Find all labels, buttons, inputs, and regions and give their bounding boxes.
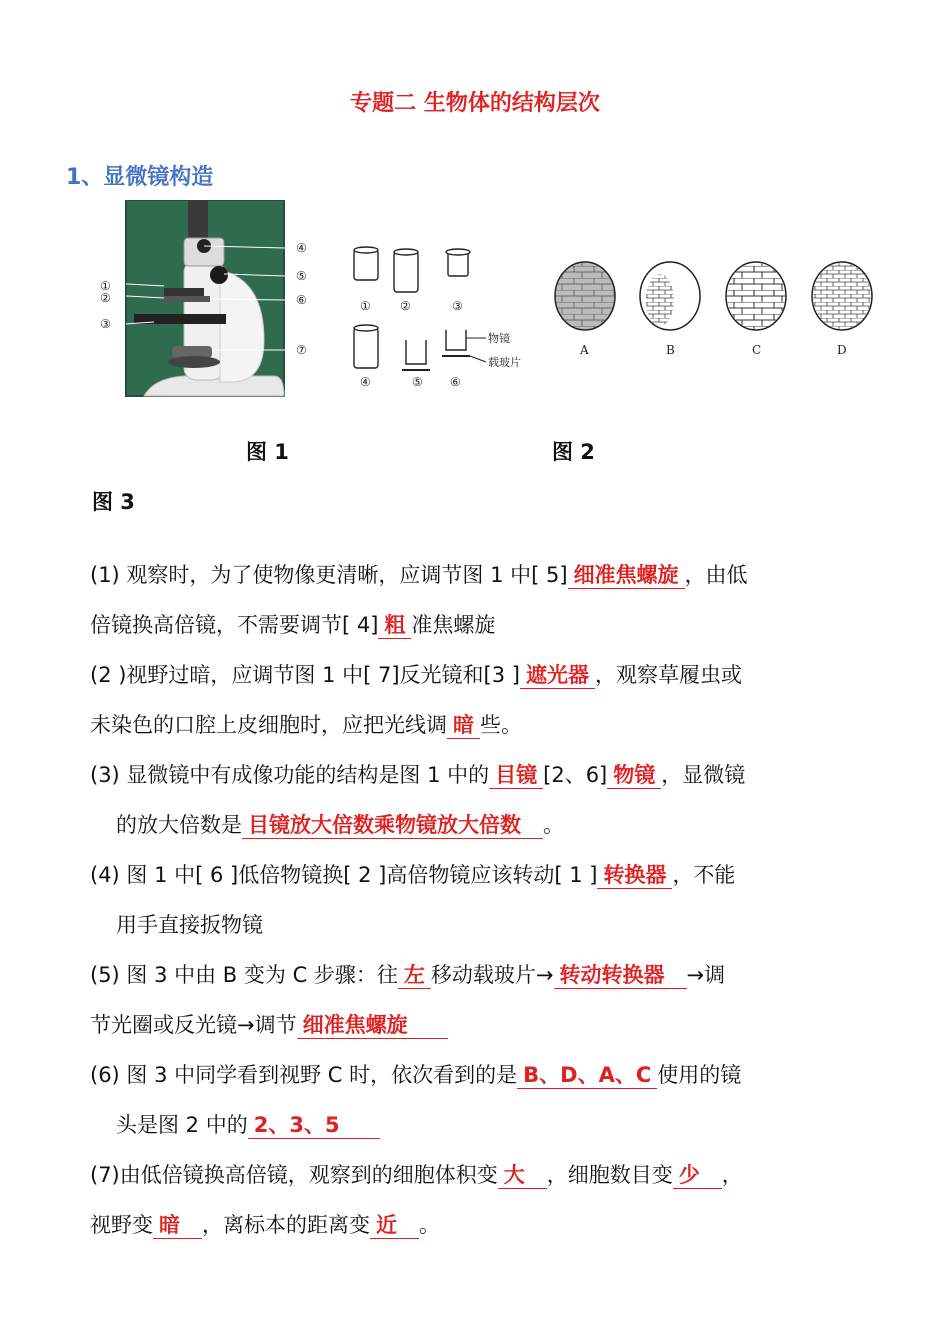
fig1-label-4: ④ xyxy=(296,241,307,255)
fig2-text-objective: 物镜 xyxy=(488,332,510,345)
answer: 转换器 xyxy=(597,863,672,889)
answer: 细准焦螺旋 xyxy=(297,1013,448,1039)
answer: 粗 xyxy=(378,613,411,639)
section-heading: 1、显微镜构造 xyxy=(66,165,214,190)
fig2-label-3: ③ xyxy=(452,299,463,313)
answer: B、D、A、C xyxy=(517,1063,657,1089)
answer: 近 xyxy=(370,1213,419,1239)
answer: 细准焦螺旋 xyxy=(568,563,685,589)
fig3-label-c: C xyxy=(752,343,762,357)
fig3-label-a: A xyxy=(580,343,589,357)
question-1: (1) 观察时，为了使物像更清晰，应调节图 1 中[ 5] 细准焦螺旋 ，由低 倍镜换高倍镜，不需要调节[ 4] 粗 准焦螺旋 xyxy=(90,563,748,637)
fields-of-view-figure xyxy=(548,254,878,364)
answer: 转动转换器 xyxy=(554,963,687,989)
fig1-label-6: ⑥ xyxy=(296,293,307,307)
fig1-label-2: ② xyxy=(100,291,111,305)
fig1-label-3: ③ xyxy=(100,317,111,331)
page-title: 专题二 生物体的结构层次 xyxy=(350,91,600,116)
fig2-label-5: ⑤ xyxy=(412,375,423,389)
answer: 左 xyxy=(398,963,431,989)
fig2-caption: 图 2 xyxy=(552,440,595,464)
question-6: (6) 图 3 中同学看到视野 C 时，依次看到的是 B、D、A、C 使用的镜 头是图 2 中的 2、3、5 xyxy=(90,1063,742,1137)
fig2-label-2: ② xyxy=(400,299,411,313)
fig1-label-7: ⑦ xyxy=(296,343,307,357)
lenses-figure xyxy=(346,240,536,400)
fig2-label-4: ④ xyxy=(360,375,371,389)
fig3-label-d: D xyxy=(837,343,847,357)
question-2: (2 )视野过暗，应调节图 1 中[ 7]反光镜和[3 ] 遮光器 ，观察草履虫或 未染色的口腔上皮细胞时，应把光线调 暗 些。 xyxy=(90,663,742,737)
microscope-labels xyxy=(96,236,326,366)
answer: 少 xyxy=(673,1163,722,1189)
answer: 目镜 xyxy=(489,763,543,789)
fig2-label-6: ⑥ xyxy=(450,375,461,389)
answer: 暗 xyxy=(153,1213,202,1239)
question-4: (4) 图 1 中[ 6 ]低倍物镜换[ 2 ]高倍物镜应该转动[ 1 ] 转换器 ，不能 用手直接扳物镜 xyxy=(90,863,736,937)
answer: 2、3、5 xyxy=(248,1113,380,1139)
answer: 目镜放大倍数乘物镜放大倍数 xyxy=(242,813,543,839)
answer: 遮光器 xyxy=(520,663,595,689)
fig2-text-slide: 载玻片 xyxy=(488,356,521,369)
answer: 物镜 xyxy=(607,763,661,789)
question-7: (7)由低倍镜换高倍镜，观察到的细胞体积变 大 ，细胞数目变 少 ， 视野变 暗 ，离标本的距离变 近 。 xyxy=(90,1163,743,1237)
fig1-label-1: ① xyxy=(100,279,111,293)
fig2-label-1: ① xyxy=(360,299,371,313)
fig1-caption: 图 1 xyxy=(246,440,289,464)
fig1-label-5: ⑤ xyxy=(296,269,307,283)
fig3-caption: 图 3 xyxy=(92,490,135,514)
question-3: (3) 显微镜中有成像功能的结构是图 1 中的 目镜 [2、6] 物镜 ，显微镜 的放大倍数是 目镜放大倍数乘物镜放大倍数 。 xyxy=(90,763,746,837)
fig3-label-b: B xyxy=(666,343,675,357)
answer: 大 xyxy=(498,1163,547,1189)
answer: 暗 xyxy=(447,713,480,739)
question-5: (5) 图 3 中由 B 变为 C 步骤：往 左 移动载玻片→ 转动转换器 →调 节光圈或反光镜→调节 细准焦螺旋 xyxy=(90,963,726,1037)
